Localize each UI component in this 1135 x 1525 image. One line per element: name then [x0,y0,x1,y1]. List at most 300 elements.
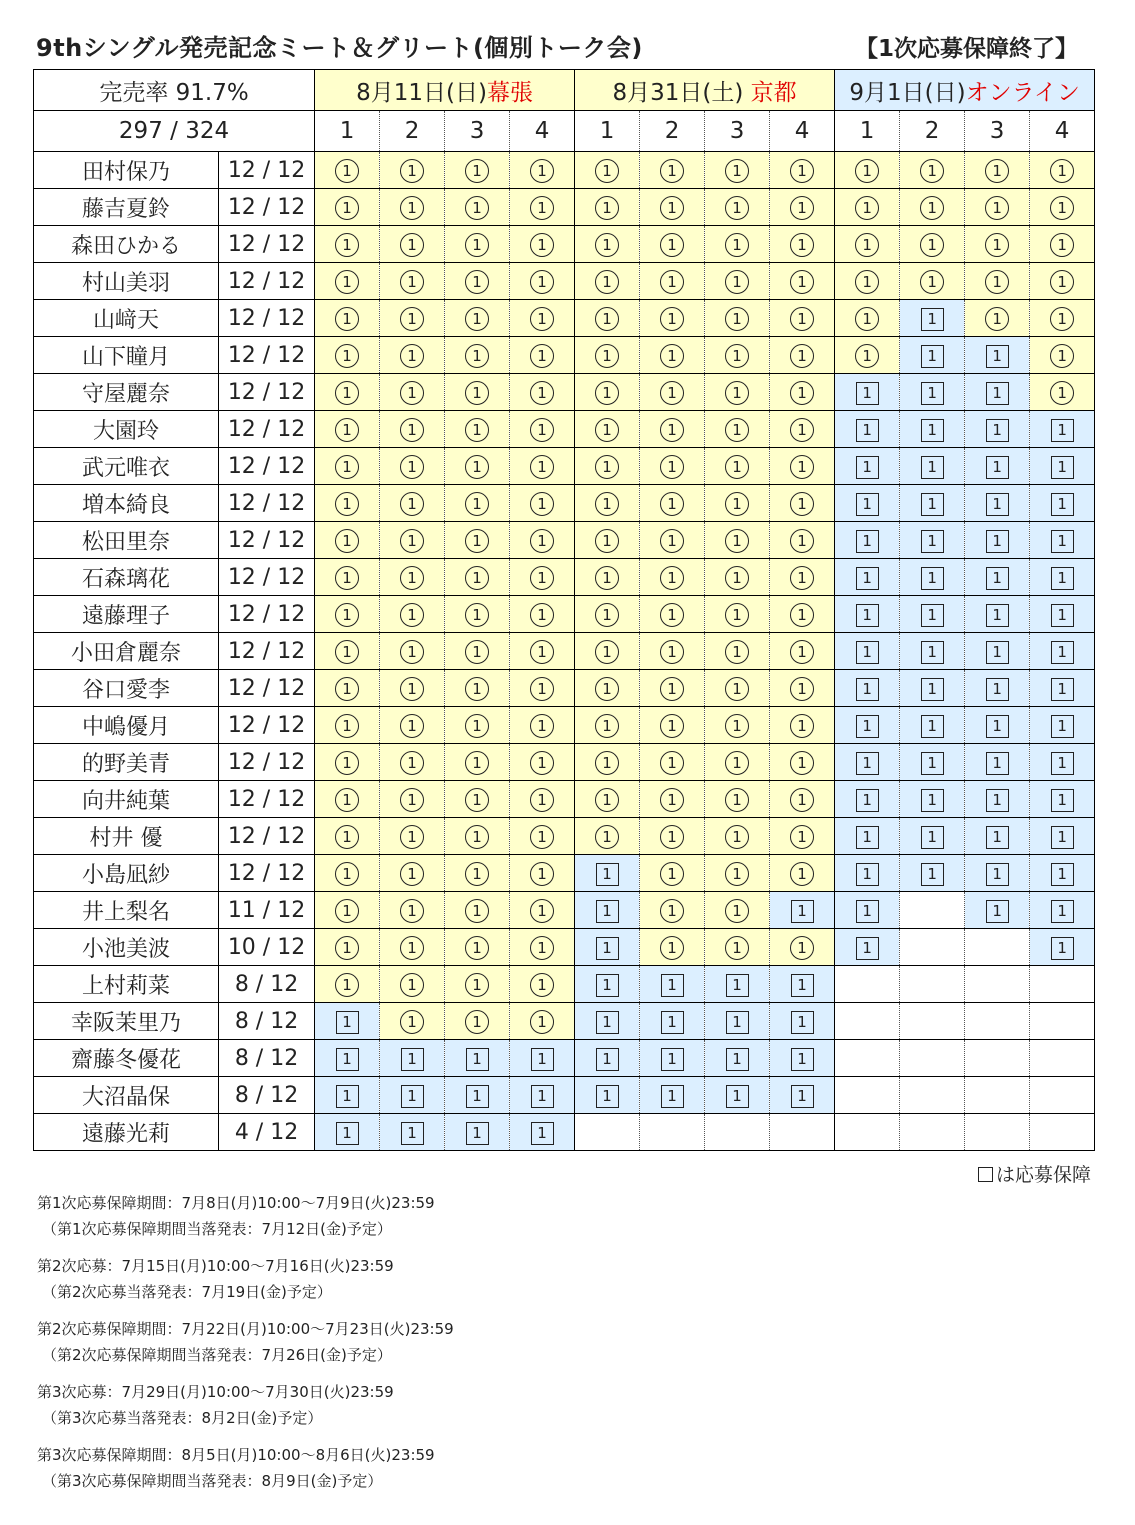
slot-sold [575,337,640,374]
circled-one-icon: 1 [465,640,489,664]
circled-one-icon: 1 [725,899,749,923]
boxed-one-icon: 1 [986,789,1009,812]
member-name: 遠藤理子 [34,596,219,633]
slot-guaranteed [575,1003,640,1040]
boxed-one-icon: 1 [986,826,1009,849]
slot-sold [315,448,380,485]
circled-one-icon: 1 [660,196,684,220]
boxed-one-icon: 1 [986,715,1009,738]
boxed-one-icon: 1 [596,863,619,886]
member-name: 田村保乃 [34,152,219,189]
circled-one-icon: 1 [725,677,749,701]
slot-guaranteed [705,1077,770,1114]
table-row [34,411,1095,448]
slot-guaranteed [965,596,1030,633]
slot-sold [380,596,445,633]
table-row [34,892,1095,929]
boxed-one-icon: 1 [856,900,879,923]
circled-one-icon: 1 [595,381,619,405]
circled-one-icon: 1 [335,566,359,590]
boxed-one-icon: 1 [921,863,944,886]
circled-one-icon: 1 [530,307,554,331]
slot-empty [900,966,965,1003]
slot-sold [315,633,380,670]
boxed-one-icon: 1 [596,1085,619,1108]
boxed-one-icon: 1 [986,382,1009,405]
status-label: 【1次応募保障終了】 [855,36,1079,62]
slot-guaranteed [1030,707,1095,744]
circled-one-icon: 1 [335,270,359,294]
slot-empty [640,1114,705,1151]
schedule-note [37,1446,454,1500]
boxed-one-icon: 1 [986,345,1009,368]
circled-one-icon: 1 [400,1010,424,1034]
member-name: 武元唯衣 [34,448,219,485]
table-row [34,226,1095,263]
slot-sold [640,781,705,818]
slot-guaranteed [835,485,900,522]
slot-guaranteed [900,670,965,707]
slot-sold [770,226,835,263]
slot-sold [315,559,380,596]
slot-sold [705,374,770,411]
slot-sold [835,226,900,263]
circled-one-icon: 1 [400,640,424,664]
circled-one-icon: 1 [790,566,814,590]
circled-one-icon: 1 [530,566,554,590]
slot-sold [575,448,640,485]
event-date: 8月31日(土) [612,79,751,106]
boxed-one-icon: 1 [921,493,944,516]
circled-one-icon: 1 [335,677,359,701]
slot-guaranteed [510,1040,575,1077]
slot-sold [640,633,705,670]
circled-one-icon: 1 [465,159,489,183]
circled-one-icon: 1 [335,159,359,183]
circled-one-icon: 1 [725,862,749,886]
page-title: 9thシングル発売記念ミート＆グリート(個別トーク会) [36,34,643,62]
slot-sold [705,596,770,633]
member-count: 12 / 12 [219,670,315,707]
circled-one-icon: 1 [725,751,749,775]
slot-sold [705,781,770,818]
slot-sold [445,596,510,633]
slot-guaranteed [1030,892,1095,929]
slot-sold [575,263,640,300]
circled-one-icon: 1 [790,640,814,664]
slot-sold [640,337,705,374]
schedule-note [37,1257,454,1311]
circled-one-icon: 1 [530,418,554,442]
circled-one-icon: 1 [725,159,749,183]
slot-sold [380,670,445,707]
slot-sold [575,189,640,226]
member-count: 12 / 12 [219,263,315,300]
member-name: 守屋麗奈 [34,374,219,411]
slot-guaranteed [640,966,705,1003]
member-count: 8 / 12 [219,1040,315,1077]
slot-guaranteed [835,744,900,781]
member-count: 10 / 12 [219,929,315,966]
slot-sold [965,189,1030,226]
circled-one-icon: 1 [530,1010,554,1034]
slot-sold [705,448,770,485]
circled-one-icon: 1 [725,270,749,294]
member-count: 12 / 12 [219,559,315,596]
slot-sold [640,522,705,559]
slot-sold [705,485,770,522]
slot-guaranteed [965,781,1030,818]
boxed-one-icon: 1 [921,308,944,331]
slot-empty [770,1114,835,1151]
circled-one-icon: 1 [595,751,619,775]
schedule-note [37,1194,454,1248]
slot-sold [315,818,380,855]
slot-guaranteed [835,633,900,670]
boxed-one-icon: 1 [856,456,879,479]
boxed-one-icon: 1 [921,382,944,405]
slot-guaranteed [640,1040,705,1077]
boxed-one-icon: 1 [1051,937,1074,960]
slot-guaranteed [835,596,900,633]
slot-sold [380,448,445,485]
circled-one-icon: 1 [465,307,489,331]
slot-sold [705,707,770,744]
slot-sold [315,226,380,263]
slot-sold [510,633,575,670]
boxed-one-icon: 1 [791,1048,814,1071]
slot-sold [315,744,380,781]
circled-one-icon: 1 [335,751,359,775]
circled-one-icon: 1 [400,973,424,997]
circled-one-icon: 1 [595,640,619,664]
slot-guaranteed [1030,929,1095,966]
boxed-one-icon: 1 [856,530,879,553]
slot-guaranteed [900,300,965,337]
circled-one-icon: 1 [725,714,749,738]
circled-one-icon: 1 [595,714,619,738]
slot-guaranteed [575,855,640,892]
slot-guaranteed [770,1003,835,1040]
slot-empty [965,1040,1030,1077]
slot-sold [575,707,640,744]
slot-sold [445,1003,510,1040]
circled-one-icon: 1 [335,899,359,923]
slot-sold [965,263,1030,300]
slot-sold [770,559,835,596]
slot-empty [835,1114,900,1151]
slot-guaranteed [445,1040,510,1077]
circled-one-icon: 1 [595,307,619,331]
event-venue: オンライン [965,79,1080,106]
boxed-one-icon: 1 [726,1011,749,1034]
circled-one-icon: 1 [725,788,749,812]
slot-sold [445,189,510,226]
slot-sold [510,818,575,855]
circled-one-icon: 1 [400,270,424,294]
total-count: 297 / 324 [34,111,315,152]
table-row [34,966,1095,1003]
slot-sold [315,929,380,966]
member-count: 12 / 12 [219,633,315,670]
slot-sold [315,522,380,559]
circled-one-icon: 1 [985,196,1009,220]
slot-sold [575,670,640,707]
slot-guaranteed [640,1077,705,1114]
circled-one-icon: 1 [530,640,554,664]
member-name: 村山美羽 [34,263,219,300]
slot-sold [835,189,900,226]
slot-sold [835,337,900,374]
table-row [34,818,1095,855]
circled-one-icon: 1 [400,307,424,331]
circled-one-icon: 1 [660,307,684,331]
circled-one-icon: 1 [595,418,619,442]
circled-one-icon: 1 [595,566,619,590]
slot-sold [640,448,705,485]
slot-sold [575,300,640,337]
circled-one-icon: 1 [660,751,684,775]
slot-sold [510,855,575,892]
table-row [34,1003,1095,1040]
slot-sold [380,189,445,226]
circled-one-icon: 1 [465,492,489,516]
slot-sold [315,337,380,374]
boxed-one-icon: 1 [856,493,879,516]
slot-number: 1 [835,111,900,152]
circled-one-icon: 1 [400,751,424,775]
slot-sold [445,559,510,596]
slot-guaranteed [900,818,965,855]
circled-one-icon: 1 [400,714,424,738]
slot-sold [1030,226,1095,263]
slot-empty [965,929,1030,966]
boxed-one-icon: 1 [596,900,619,923]
slot-guaranteed [1030,781,1095,818]
slot-guaranteed [770,1077,835,1114]
circled-one-icon: 1 [790,344,814,368]
slot-sold [315,707,380,744]
circled-one-icon: 1 [1050,159,1074,183]
boxed-one-icon: 1 [921,678,944,701]
circled-one-icon: 1 [465,825,489,849]
circled-one-icon: 1 [400,936,424,960]
slot-sold [380,1003,445,1040]
slot-empty [900,1114,965,1151]
circled-one-icon: 1 [595,603,619,627]
circled-one-icon: 1 [595,233,619,257]
slot-guaranteed [315,1114,380,1151]
boxed-one-icon: 1 [661,1011,684,1034]
sold-rate: 完売率 91.7% [34,70,315,111]
slot-sold [640,670,705,707]
circled-one-icon: 1 [725,640,749,664]
slot-number: 4 [510,111,575,152]
circled-one-icon: 1 [465,529,489,553]
note-period: 第3次応募：7月29日(月)10:00～7月30日(火)23:59 [37,1383,394,1401]
boxed-one-icon: 1 [921,456,944,479]
slot-sold [900,263,965,300]
slot-number: 2 [380,111,445,152]
circled-one-icon: 1 [1050,381,1074,405]
circled-one-icon: 1 [790,270,814,294]
boxed-one-icon: 1 [791,974,814,997]
slot-guaranteed [965,855,1030,892]
circled-one-icon: 1 [920,233,944,257]
boxed-one-icon: 1 [921,419,944,442]
circled-one-icon: 1 [790,529,814,553]
slot-guaranteed [1030,522,1095,559]
slot-guaranteed [900,596,965,633]
table-row [34,522,1095,559]
slot-sold [445,855,510,892]
slot-number: 2 [640,111,705,152]
boxed-one-icon: 1 [986,493,1009,516]
boxed-one-icon: 1 [466,1048,489,1071]
slot-guaranteed [900,781,965,818]
slot-sold [510,226,575,263]
circled-one-icon: 1 [465,566,489,590]
slot-guaranteed [965,633,1030,670]
slot-sold [510,522,575,559]
member-name: 向井純葉 [34,781,219,818]
circled-one-icon: 1 [790,418,814,442]
member-name: 増本綺良 [34,485,219,522]
slot-sold [380,892,445,929]
table-row [34,374,1095,411]
slot-guaranteed [835,374,900,411]
circled-one-icon: 1 [400,677,424,701]
slot-guaranteed [1030,559,1095,596]
slot-sold [640,411,705,448]
slot-sold [770,744,835,781]
boxed-one-icon: 1 [401,1122,424,1145]
circled-one-icon: 1 [335,714,359,738]
circled-one-icon: 1 [595,492,619,516]
slot-sold [640,300,705,337]
boxed-one-icon: 1 [921,826,944,849]
circled-one-icon: 1 [335,492,359,516]
circled-one-icon: 1 [855,307,879,331]
slot-sold [640,263,705,300]
slot-guaranteed [380,1077,445,1114]
slot-sold [445,374,510,411]
table-row [34,1114,1095,1151]
circled-one-icon: 1 [595,788,619,812]
boxed-one-icon: 1 [1051,900,1074,923]
circled-one-icon: 1 [465,788,489,812]
slot-empty [1030,1040,1095,1077]
table-row [34,781,1095,818]
slot-empty [900,929,965,966]
slot-sold [315,670,380,707]
slot-sold [575,559,640,596]
slot-sold [705,189,770,226]
event-date: 8月11日(日) [356,79,487,106]
slot-sold [835,300,900,337]
slot-sold [315,892,380,929]
slot-number: 2 [900,111,965,152]
event-header-makuhari [315,70,575,111]
circled-one-icon: 1 [335,418,359,442]
circled-one-icon: 1 [335,825,359,849]
slot-sold [965,226,1030,263]
member-name: 小池美波 [34,929,219,966]
slot-sold [445,522,510,559]
member-name: 的野美青 [34,744,219,781]
slot-sold [380,522,445,559]
member-count: 12 / 12 [219,152,315,189]
boxed-one-icon: 1 [856,715,879,738]
slot-guaranteed [900,522,965,559]
member-name: 松田里奈 [34,522,219,559]
circled-one-icon: 1 [725,529,749,553]
slot-guaranteed [900,411,965,448]
slot-sold [965,300,1030,337]
note-period: 第3次応募保障期間：8月5日(月)10:00～8月6日(火)23:59 [37,1446,435,1464]
circled-one-icon: 1 [660,640,684,664]
circled-one-icon: 1 [660,455,684,479]
circled-one-icon: 1 [335,973,359,997]
slot-sold [380,226,445,263]
slot-sold [770,448,835,485]
member-name: 大沼晶保 [34,1077,219,1114]
circled-one-icon: 1 [595,270,619,294]
circled-one-icon: 1 [920,196,944,220]
slot-sold [640,744,705,781]
slot-guaranteed [770,892,835,929]
slot-sold [445,929,510,966]
note-announcement: （第3次応募保障期間当落発表：8月9日(金)予定） [42,1472,383,1490]
slot-sold [510,892,575,929]
slot-guaranteed [965,892,1030,929]
slot-guaranteed [900,374,965,411]
member-count: 12 / 12 [219,337,315,374]
slot-guaranteed [705,1003,770,1040]
slot-sold [640,855,705,892]
slot-sold [380,337,445,374]
circled-one-icon: 1 [1050,196,1074,220]
circled-one-icon: 1 [790,788,814,812]
slot-sold [315,781,380,818]
slot-sold [445,263,510,300]
circled-one-icon: 1 [530,714,554,738]
slot-sold [640,226,705,263]
circled-one-icon: 1 [660,677,684,701]
note-period: 第2次応募保障期間：7月22日(月)10:00～7月23日(火)23:59 [37,1320,454,1338]
boxed-one-icon: 1 [1051,678,1074,701]
boxed-one-icon: 1 [986,530,1009,553]
circled-one-icon: 1 [465,418,489,442]
boxed-one-icon: 1 [401,1048,424,1071]
circled-one-icon: 1 [725,381,749,405]
slot-sold [575,818,640,855]
note-period: 第2次応募：7月15日(月)10:00～7月16日(火)23:59 [37,1257,394,1275]
circled-one-icon: 1 [595,529,619,553]
boxed-one-icon: 1 [1051,567,1074,590]
circled-one-icon: 1 [660,529,684,553]
circled-one-icon: 1 [855,233,879,257]
slot-sold [770,152,835,189]
circled-one-icon: 1 [335,603,359,627]
event-venue: 幕張 [486,79,533,106]
circled-one-icon: 1 [855,196,879,220]
circled-one-icon: 1 [725,603,749,627]
table-row [34,189,1095,226]
slot-empty [965,1114,1030,1151]
table-row [34,448,1095,485]
member-count: 12 / 12 [219,855,315,892]
